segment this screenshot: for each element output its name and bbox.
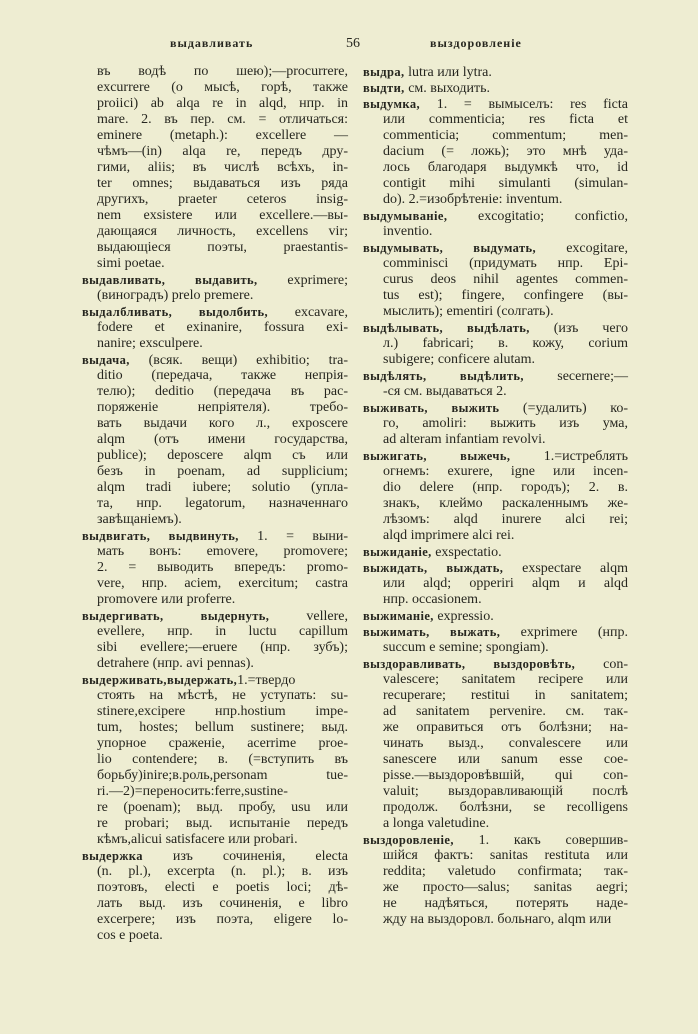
left-column	[82, 64, 348, 944]
entry-text: con-	[575, 657, 628, 672]
entry-text: лать выд. изъ сочиненія, e libro	[97, 896, 348, 911]
entry-text: lutra или lytra.	[404, 65, 492, 80]
entry-text: (n. pl.), excerpta (n. pl.); в. изъ	[97, 864, 348, 879]
entry-line	[363, 880, 628, 896]
entry-text: dacium (= ложь); это мнѣ уда-	[383, 144, 628, 159]
entry-line	[82, 272, 348, 288]
entry-line	[82, 288, 348, 304]
dictionary-entry	[82, 64, 348, 272]
entry-line	[82, 592, 348, 608]
dictionary-entry	[82, 352, 348, 528]
entry-line	[82, 448, 348, 464]
dictionary-entry	[363, 544, 628, 560]
entry-text: же оправиться отъ болѣзни; на-	[383, 720, 628, 735]
entry-text: detrahere (нпр. avi pennas).	[97, 656, 254, 671]
entry-text: поэтовъ, electi e poetis loci; дѣ-	[97, 880, 348, 895]
entry-line	[363, 240, 628, 256]
entry-line	[82, 784, 348, 800]
entry-line	[363, 592, 628, 608]
entry-text: excavare,	[268, 305, 348, 320]
entry-line	[82, 800, 348, 816]
entry-text: exspectatio.	[431, 545, 502, 560]
headword: выдумываніе,	[363, 209, 448, 223]
dictionary-entry	[363, 80, 628, 96]
entry-text: 2. = выводить впередъ: promo-	[97, 560, 348, 575]
entry-text: ad alteram infantiam revolvi.	[383, 432, 546, 447]
dictionary-entry	[363, 96, 628, 208]
entry-text: не надѣяться, потерять наде-	[383, 896, 628, 911]
entry-line	[82, 656, 348, 672]
entry-line	[82, 320, 348, 336]
entry-text: чѣмъ—(in) alqa re, передъ дру-	[97, 144, 348, 159]
entry-line	[363, 656, 628, 672]
entry-line	[363, 720, 628, 736]
entry-line	[363, 352, 628, 368]
entry-text: л.) fabricari; в. кожу, corium	[383, 336, 628, 351]
entry-line	[363, 464, 628, 480]
headword: выдумка,	[363, 97, 421, 111]
entry-text: гими, aliis; въ числѣ всѣхъ, in-	[97, 160, 348, 175]
entry-text: do). 2.=изобрѣтеніе: inventum.	[383, 192, 563, 207]
entry-text: (всяк. вещи) exhibitio; tra-	[129, 353, 348, 368]
entry-text: eminere (metaph.): excellere —	[97, 128, 348, 143]
entry-text: лѣзомъ: alqd inurere alci rei;	[383, 512, 628, 527]
entry-line	[82, 96, 348, 112]
entry-line	[82, 912, 348, 928]
headword: выжигать, выжечь,	[363, 449, 511, 463]
entry-text: ad sanitatem pervenire. см. так-	[383, 704, 628, 719]
entry-line	[82, 496, 348, 512]
entry-text: 1. какъ совершив-	[453, 833, 628, 848]
entry-line	[363, 768, 628, 784]
entry-text: вать выдачи кого л., exposcere	[97, 416, 348, 431]
entry-line	[82, 640, 348, 656]
dictionary-entry	[82, 528, 348, 608]
entry-line	[363, 496, 628, 512]
entry-text: simi poetae.	[97, 256, 165, 271]
entry-text: valuit; выздоравливающій послѣ	[383, 784, 628, 799]
entry-text: нпр. occasionem.	[383, 592, 482, 607]
entry-line	[82, 848, 348, 864]
entry-line	[363, 736, 628, 752]
page-number: 56	[346, 36, 360, 51]
entry-text: продолж. болѣзни, se recolligens	[383, 800, 628, 815]
entry-text: кѣмъ,alicui satisfacere или probari.	[97, 832, 298, 847]
dictionary-entry	[363, 656, 628, 832]
entry-line	[363, 64, 628, 80]
entry-text: 1. = выни-	[238, 529, 349, 544]
entry-text: evellere, нпр. in luctu capillum	[97, 624, 348, 639]
entry-text: fodere et exinanire, fossura exi-	[97, 320, 348, 335]
entry-text: contigit mihi simulanti (simulan-	[383, 176, 628, 191]
entry-text: 1.=истреблять	[510, 449, 629, 464]
entry-line	[363, 576, 628, 592]
dictionary-entry	[363, 608, 628, 624]
entry-line	[363, 800, 628, 816]
entry-text: commenticia; commentum; men-	[383, 128, 628, 143]
entry-line	[363, 368, 628, 384]
entry-line	[82, 384, 348, 400]
entry-text: inventio.	[383, 224, 433, 239]
entry-line	[363, 224, 628, 240]
entry-line	[363, 336, 628, 352]
dictionary-entry	[363, 320, 628, 368]
entry-line	[82, 304, 348, 320]
entry-text: же просто—salus; sanitas aegri;	[383, 880, 628, 895]
entry-text: succum e semine; spongiam).	[383, 640, 549, 655]
entry-line	[82, 608, 348, 624]
dictionary-entry	[363, 368, 628, 400]
entry-text: стоять на мѣстѣ, не уступать: su-	[97, 688, 348, 703]
entry-text: excurrere (о мысѣ, горѣ, также	[97, 80, 348, 95]
entry-text: шійся фактъ: sanitas restituta или	[383, 848, 628, 863]
entry-text: борьбу)inire;в.роль,personam tue-	[97, 768, 348, 783]
entry-line	[363, 784, 628, 800]
dictionary-entry	[363, 832, 628, 928]
entry-text: vere, нпр. aciem, exercitum; castra	[97, 576, 348, 591]
entry-line	[363, 752, 628, 768]
entry-text: a longa valetudine.	[383, 816, 490, 831]
entry-text: tum, hostes; bellum sustinere; выд.	[97, 720, 348, 735]
entry-line	[363, 160, 628, 176]
entry-line	[363, 704, 628, 720]
entry-text: subigere; conficere alutam.	[383, 352, 535, 367]
entry-text: sibi evellere;—eruere (нпр. зубъ);	[97, 640, 348, 655]
entry-line	[363, 304, 628, 320]
entry-line	[363, 272, 628, 288]
headword: выжидать, выждать,	[363, 561, 504, 575]
entry-line	[82, 736, 348, 752]
entry-text: телю); deditio (передача въ рас-	[97, 384, 348, 399]
dictionary-entry	[82, 848, 348, 944]
entry-text: дающаяся личность, excellens vir;	[97, 224, 348, 239]
entry-text: excerpere; изъ поэта, eligere lo-	[97, 912, 348, 927]
entry-text: (изъ чего	[529, 321, 628, 336]
entry-line	[82, 112, 348, 128]
entry-text: curus deos nihil agentes commen-	[383, 272, 628, 287]
entry-text: proiici) ab alqa re in alqd, нпр. in	[97, 96, 348, 111]
entry-line	[82, 256, 348, 272]
headword: выжиманіе,	[363, 609, 434, 623]
entry-line	[363, 832, 628, 848]
dictionary-entry	[82, 272, 348, 304]
entry-text: го, amoliri: выжить изъ ума,	[383, 416, 628, 431]
entry-line	[82, 144, 348, 160]
dictionary-entry	[363, 208, 628, 240]
entry-text: мыслить); ementiri (солгать).	[383, 304, 554, 319]
dictionary-entry	[82, 672, 348, 848]
entry-text: cos e poeta.	[97, 928, 163, 943]
entry-text: promovere или proferre.	[97, 592, 236, 607]
entry-text: alqm tradi iubere; solutio (упла-	[97, 480, 348, 495]
entry-text: exspectare alqm	[503, 561, 628, 576]
entry-line	[82, 896, 348, 912]
entry-line	[82, 752, 348, 768]
entry-text: завѣщаніемъ).	[97, 512, 182, 527]
headword: выдти,	[363, 81, 405, 95]
entry-text: excogitare,	[536, 241, 628, 256]
entry-line	[82, 544, 348, 560]
entry-text: ri.—2)=переносить:ferre,sustine-	[97, 784, 288, 799]
entry-text: огнемъ: exurere, igne или incen-	[383, 464, 628, 479]
entry-text: exprimere (нпр.	[500, 625, 628, 640]
headword: выдра,	[363, 65, 405, 79]
headword: выжимать, выжать,	[363, 625, 501, 639]
entry-line	[363, 416, 628, 432]
entry-line	[363, 128, 628, 144]
entry-line	[363, 192, 628, 208]
entry-line	[363, 560, 628, 576]
headword: выдергивать, выдернуть,	[82, 609, 270, 623]
entry-text: tus est); fingere, confingere (вы-	[383, 288, 628, 303]
entry-text: чинать вызд., convalescere или	[383, 736, 628, 751]
entry-line	[82, 816, 348, 832]
entry-line	[363, 624, 628, 640]
entry-text: valescere; sanitatem recipere или	[383, 672, 628, 687]
entry-text: dio delere (нпр. городъ); 2. в.	[383, 480, 628, 495]
entry-line	[363, 144, 628, 160]
entry-text: 1.=твердо	[237, 673, 296, 688]
entry-text: re probari; выд. испытаніе передъ	[97, 816, 348, 831]
entry-text: alqd imprimere alci rei.	[383, 528, 515, 543]
entry-line	[82, 400, 348, 416]
entry-text: expressio.	[433, 609, 494, 624]
dictionary-entry	[363, 624, 628, 656]
entry-line	[363, 896, 628, 912]
headword: выдалбливать, выдолбить,	[82, 305, 269, 319]
entry-text: лось благодаря выдумкѣ что, id	[383, 160, 628, 175]
entry-text: ter omnes; выдаваться изъ ряда	[97, 176, 348, 191]
headword: выжиданіе,	[363, 545, 432, 559]
dictionary-entry	[82, 608, 348, 672]
entry-text: (виноградъ) prelo premere.	[97, 288, 254, 303]
entry-line	[363, 816, 628, 832]
headword: выдача,	[82, 353, 130, 367]
entry-text: sanescere или sanum esse coe-	[383, 752, 628, 767]
dictionary-entry	[82, 304, 348, 352]
dictionary-entry	[363, 448, 628, 544]
entry-text: см. выходить.	[404, 81, 490, 96]
entry-line	[363, 208, 628, 224]
entry-text: -ся см. выдаваться 2.	[383, 384, 507, 399]
headword: выдѣлывать, выдѣлать,	[363, 321, 530, 335]
entry-line	[363, 96, 628, 112]
dictionary-entry	[363, 240, 628, 320]
entry-text: упорное сраженіе, acerrime proe-	[97, 736, 348, 751]
entry-text: безъ in poenam, ad supplicium;	[97, 464, 348, 479]
entry-text: въ водѣ по шею);—procurrere,	[97, 64, 348, 79]
entry-line	[82, 160, 348, 176]
entry-line	[363, 288, 628, 304]
entry-line	[363, 912, 628, 928]
entry-line	[363, 256, 628, 272]
entry-line	[82, 880, 348, 896]
entry-line	[82, 192, 348, 208]
entry-line	[82, 336, 348, 352]
entry-line	[363, 544, 628, 560]
entry-text: (=удалить) ко-	[499, 401, 628, 416]
entry-line	[82, 480, 348, 496]
headword: выдвигать, выдвинуть,	[82, 529, 239, 543]
entry-line	[363, 688, 628, 704]
entry-line	[363, 80, 628, 96]
entry-text: другихъ, praeter ceteros insig-	[97, 192, 348, 207]
entry-text: знакъ, клеймо раскаленнымъ же-	[383, 496, 628, 511]
entry-line	[82, 80, 348, 96]
headword: выдѣлять, выдѣлить,	[363, 369, 524, 383]
headword: выдерживать,выдержать,	[82, 673, 238, 687]
entry-text: 1. = вымыселъ: res ficta	[420, 97, 628, 112]
entry-text: та, нпр. legatorum, назначеннаго	[97, 496, 348, 511]
entry-line	[82, 576, 348, 592]
dictionary-entry	[363, 400, 628, 448]
entry-line	[363, 384, 628, 400]
entry-text: мать вонъ: emovere, promovere;	[97, 544, 348, 559]
entry-line	[363, 112, 628, 128]
entry-text: поряженіе непріятеля). требо-	[97, 400, 348, 415]
entry-line	[363, 864, 628, 880]
entry-text: pisse.—выздоровѣвшій, qui con-	[383, 768, 628, 783]
entry-text: или commenticia; res ficta et	[383, 112, 628, 127]
entry-line	[82, 208, 348, 224]
entry-line	[363, 480, 628, 496]
entry-line	[82, 224, 348, 240]
entry-text: recuperare; restitui in sanitatem;	[383, 688, 628, 703]
entry-line	[363, 320, 628, 336]
entry-text: reddita; valetudo confirmata; так-	[383, 864, 628, 879]
entry-text: secernere;—	[523, 369, 628, 384]
entry-text: nem exsistere или excellere.—вы-	[97, 208, 348, 223]
entry-line	[363, 640, 628, 656]
entry-text: stinere,excipere нпр.hostium impe-	[97, 704, 348, 719]
entry-line	[82, 512, 348, 528]
entry-line	[82, 528, 348, 544]
entry-line	[82, 432, 348, 448]
entry-line	[363, 176, 628, 192]
entry-line	[82, 704, 348, 720]
entry-text: изъ сочиненія, electa	[142, 849, 348, 864]
entry-text: выдающіеся поэты, praestantis-	[97, 240, 348, 255]
entry-line	[82, 832, 348, 848]
entry-text: re (poenam); выд. пробу, usu или	[97, 800, 348, 815]
entry-text: lio contendere; в. (=вступить въ	[97, 752, 348, 767]
headword: выдержка	[82, 849, 143, 863]
entry-line	[82, 672, 348, 688]
entry-line	[363, 848, 628, 864]
entry-line	[363, 672, 628, 688]
entry-text: или alqd; opperiri alqm и alqd	[383, 576, 628, 591]
entry-line	[82, 624, 348, 640]
entry-line	[82, 864, 348, 880]
entry-line	[82, 240, 348, 256]
entry-line	[363, 448, 628, 464]
entry-line	[82, 720, 348, 736]
running-head-right: выздоровленіе	[430, 36, 522, 50]
entry-line	[82, 560, 348, 576]
entry-line	[363, 400, 628, 416]
headword: выздоравливать, выздоровѣть,	[363, 657, 576, 671]
entry-line	[363, 512, 628, 528]
entry-line	[82, 128, 348, 144]
entry-line	[82, 368, 348, 384]
entry-line	[82, 928, 348, 944]
entry-text: comminisci (придумать нпр. Epi-	[383, 256, 628, 271]
entry-text: publice); deposcere alqm съ или	[97, 448, 348, 463]
headword: выживать, выжить	[363, 401, 500, 415]
entry-line	[82, 416, 348, 432]
entry-line	[363, 528, 628, 544]
entry-text: nanire; exsculpere.	[97, 336, 203, 351]
entry-line	[363, 608, 628, 624]
entry-text: жду на выздоровл. больнаго, alqm или	[383, 912, 612, 927]
right-column	[363, 64, 628, 928]
entry-text: vellere,	[269, 609, 348, 624]
entry-line	[82, 64, 348, 80]
headword: выздоровленіе,	[363, 833, 454, 847]
entry-line	[82, 688, 348, 704]
entry-line	[363, 432, 628, 448]
entry-text: excogitatio; confictio,	[447, 209, 628, 224]
dictionary-entry	[363, 64, 628, 80]
entry-text: ditio (передача, также непрія-	[97, 368, 348, 383]
entry-line	[82, 464, 348, 480]
entry-text: mare. 2. въ пер. см. = отличаться:	[97, 112, 348, 127]
entry-line	[82, 176, 348, 192]
entry-text: alqm (отъ имени государства,	[97, 432, 348, 447]
entry-line	[82, 352, 348, 368]
entry-line	[82, 768, 348, 784]
headword: выдавливать, выдавить,	[82, 273, 258, 287]
entry-text: exprimere;	[257, 273, 348, 288]
dictionary-entry	[363, 560, 628, 608]
running-head-left: выдавливать	[170, 36, 254, 50]
headword: выдумывать, выдумать,	[363, 241, 537, 255]
